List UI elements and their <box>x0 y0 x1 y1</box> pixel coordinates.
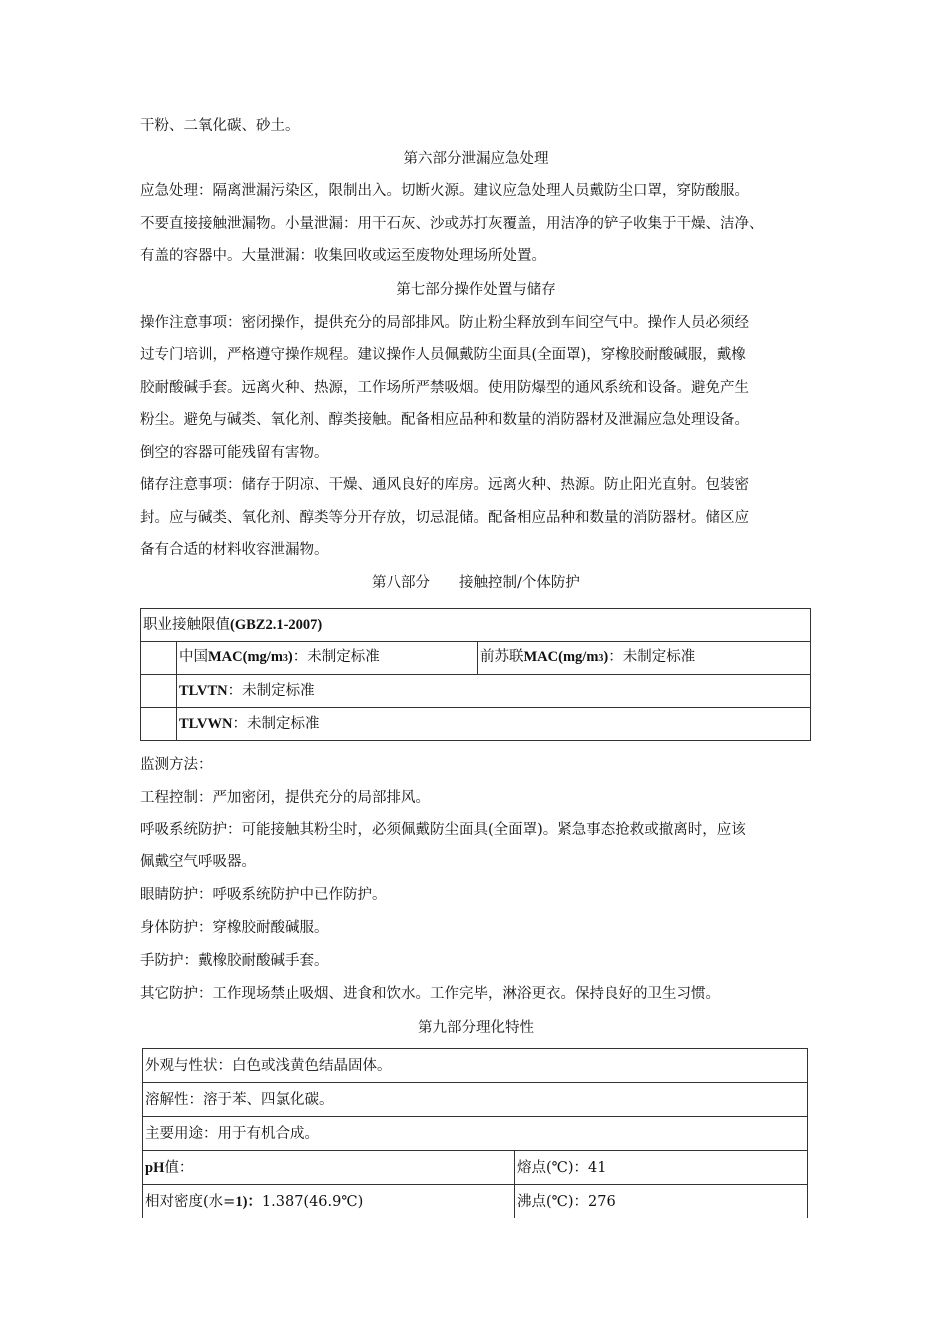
tlvwn-label: TLVWN <box>179 716 233 732</box>
table-row <box>143 1151 808 1185</box>
table-row <box>141 675 811 708</box>
solubility-cell: 溶解性：溶于苯、四氯化碳。 <box>143 1083 808 1117</box>
table-row <box>141 708 811 741</box>
boiling-point-cell <box>515 1185 808 1219</box>
density-close: )： <box>242 1193 262 1210</box>
table-row <box>141 609 811 642</box>
density-one: 1 <box>235 1193 243 1210</box>
section8-title: 第八部分 接触控制/个体防护 <box>372 575 580 591</box>
section7-line: 备有合适的材料收容泄漏物。 <box>140 542 329 558</box>
ussr-prefix: 前苏联 <box>480 649 524 665</box>
section7-line: 粉尘。避免与碱类、氧化剂、醇类接触。配备相应品种和数量的消防器材及泄漏应急处理设备。 <box>140 412 749 428</box>
table-row <box>143 1117 808 1151</box>
section7-title: 第七部分操作处置与储存 <box>396 282 556 298</box>
section8-line: 身体防护：穿橡胶耐酸碱服。 <box>140 920 329 936</box>
section6-line: 应急处理：隔离泄漏污染区，限制出入。切断火源。建议应急处理人员戴防尘口罩，穿防酸服。 <box>140 183 749 199</box>
section8-line: 其它防护：工作现场禁止吸烟、进食和饮水。工作完毕，淋浴更衣。保持良好的卫生习惯。 <box>140 986 720 1002</box>
boiling-point-value: 276 <box>588 1193 616 1210</box>
indent-cell <box>141 708 177 741</box>
tlvtn-label: TLVTN <box>179 683 228 699</box>
china-mac-value: ：未制定标准 <box>292 649 380 665</box>
china-mac-cell <box>177 642 478 675</box>
section9-title: 第九部分理化特性 <box>418 1020 534 1036</box>
ussr-mac-close: ) <box>603 649 609 665</box>
ph-suffix: 值： <box>164 1159 194 1176</box>
ussr-mac-cell <box>478 642 811 675</box>
indent-cell <box>141 642 177 675</box>
china-mac-unit-sub: 3 <box>282 653 288 664</box>
section7-line: 倒空的容器可能残留有害物。 <box>140 445 329 461</box>
table-row <box>141 642 811 675</box>
tlvtn-value: ：未制定标准 <box>227 683 315 699</box>
properties-table <box>142 1048 808 1218</box>
ussr-mac-label: MAC(mg/m <box>523 649 599 665</box>
ph-label: pH <box>145 1159 165 1176</box>
section6-line: 有盖的容器中。大量泄漏：收集回收或运至废物处理场所处置。 <box>140 248 546 264</box>
exposure-header-prefix: 职业接触限值 <box>143 617 230 633</box>
exposure-limits-table <box>140 608 811 741</box>
section7-line: 过专门培训，严格遵守操作规程。建议操作人员佩戴防尘面具(全面罩)，穿橡胶耐酸碱服，戴橡 <box>140 347 746 363</box>
tlvwn-value: ：未制定标准 <box>232 716 320 732</box>
ph-cell <box>143 1151 515 1185</box>
melting-point-value: 41 <box>588 1159 607 1176</box>
appearance-cell: 外观与性状：白色或浅黄色结晶固体。 <box>143 1049 808 1083</box>
section6-line: 不要直接接触泄漏物。小量泄漏：用干石灰、沙或苏打灰覆盖，用洁净的铲子收集于干燥、洁净、 <box>140 216 764 232</box>
melting-point-cell <box>515 1151 808 1185</box>
section8-line: 佩戴空气呼吸器。 <box>140 854 256 870</box>
density-prefix: 相对密度(水= <box>145 1193 236 1210</box>
section7-line: 胶耐酸碱手套。远离火种、热源，工作场所严禁吸烟。使用防爆型的通风系统和设备。避免产生 <box>140 380 749 396</box>
intro-line: 干粉、二氧化碳、砂土。 <box>140 118 300 134</box>
tlvwn-cell <box>177 708 811 741</box>
tlvtn-cell <box>177 675 811 708</box>
section6-title: 第六部分泄漏应急处理 <box>403 151 549 167</box>
section8-line: 工程控制：严加密闭，提供充分的局部排风。 <box>140 790 430 806</box>
exposure-header-standard: (GBZ2.1-2007) <box>230 617 323 633</box>
section8-line: 手防护：戴橡胶耐酸碱手套。 <box>140 953 329 969</box>
exposure-header-cell <box>141 609 811 642</box>
table-row <box>143 1083 808 1117</box>
china-prefix: 中国 <box>179 649 208 665</box>
ussr-mac-unit-sub: 3 <box>598 653 604 664</box>
section7-line: 封。应与碱类、氧化剂、醇类等分开存放，切忌混储。配备相应品种和数量的消防器材。储区应 <box>140 510 749 526</box>
usage-cell: 主要用途：用于有机合成。 <box>143 1117 808 1151</box>
section8-line: 呼吸系统防护：可能接触其粉尘时，必须佩戴防尘面具(全面罩)。紧急事态抢救或撤离时，应该 <box>140 822 746 838</box>
section7-line: 储存注意事项：储存于阴凉、干燥、通风良好的库房。远离火种、热源。防止阳光直射。包装密 <box>140 477 749 493</box>
table-row <box>143 1049 808 1083</box>
melting-point-label: 熔点(℃)： <box>517 1159 589 1176</box>
density-cell <box>143 1185 515 1219</box>
china-mac-label: MAC(mg/m <box>208 649 283 665</box>
section8-line: 眼睛防护：呼吸系统防护中已作防护。 <box>140 887 387 903</box>
boiling-point-label: 沸点(℃)： <box>517 1193 589 1210</box>
china-mac-close: ) <box>287 649 293 665</box>
indent-cell <box>141 675 177 708</box>
section8-line: 监测方法： <box>140 757 213 773</box>
table-row <box>143 1185 808 1219</box>
density-value: 1.387(46.9℃) <box>261 1193 364 1210</box>
ussr-mac-value: ：未制定标准 <box>608 649 696 665</box>
section7-line: 操作注意事项：密闭操作，提供充分的局部排风。防止粉尘释放到车间空气中。操作人员必须经 <box>140 315 749 331</box>
